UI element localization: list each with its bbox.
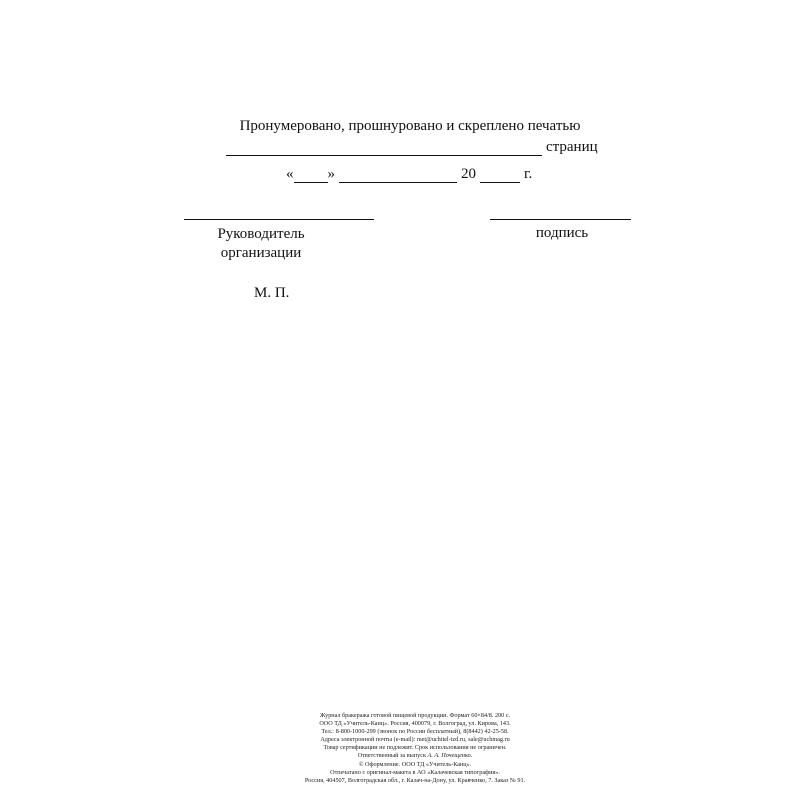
imprint-line: © Оформление. ООО ТД «Учитель-Канц».: [358, 760, 472, 768]
pages-count-row: [226, 139, 598, 156]
imprint-line: Тел.: 8-800-1000-299 (звонок по России бесплатный), 8(8442) 42-25-58.: [321, 728, 509, 736]
pages-suffix: страниц: [546, 139, 598, 155]
date-row: [286, 166, 532, 183]
imprint-line: Адреса электронной почты (e-mail): met@uchitel-izd.ru, sale@uchmag.ru: [320, 736, 510, 744]
imprint-line: Журнал бракеража готовой пищевой продукции. Формат 60×84/8. 200 с.: [319, 712, 511, 719]
imprint-block: [250, 712, 580, 785]
imprint-responsible-prefix: Ответственный за выпуск: [357, 752, 428, 760]
imprint-responsible: [250, 752, 580, 760]
signature-line: [490, 219, 631, 220]
date-day-blank: [294, 167, 328, 183]
date-year-prefix: 20: [461, 166, 476, 182]
pages-count-blank: [226, 139, 542, 156]
date-year-suffix: г.: [524, 166, 533, 182]
signature-label: подпись: [535, 225, 589, 241]
head-label: Руководитель организации: [217, 226, 305, 261]
date-month-blank: [339, 167, 457, 183]
head-signature-line: [184, 219, 374, 220]
date-open-quote: «: [286, 166, 294, 182]
seal-label: М. П.: [254, 285, 290, 301]
imprint-line: Отпечатано с оригинал-макета в АО «Калачевская типография».: [330, 768, 500, 776]
imprint-line: ООО ТД «Учитель-Канц». Россия, 400079, г. Волгоград, ул. Кирова, 143.: [319, 720, 511, 728]
imprint-line: Россия, 404507, Волгоградская обл., г. Калач-на-Дону, ул. Кравченко, 7. Заказ № 91.: [304, 776, 526, 784]
certification-title: Пронумеровано, прошнуровано и скреплено печатью: [239, 118, 581, 134]
imprint-responsible-name: А. А. Почещенко.: [427, 752, 473, 760]
date-year-blank: [480, 167, 520, 183]
imprint-line: Товар сертификации не подлежит. Срок использования не ограничен.: [323, 744, 507, 752]
date-close-quote: »: [327, 166, 335, 182]
